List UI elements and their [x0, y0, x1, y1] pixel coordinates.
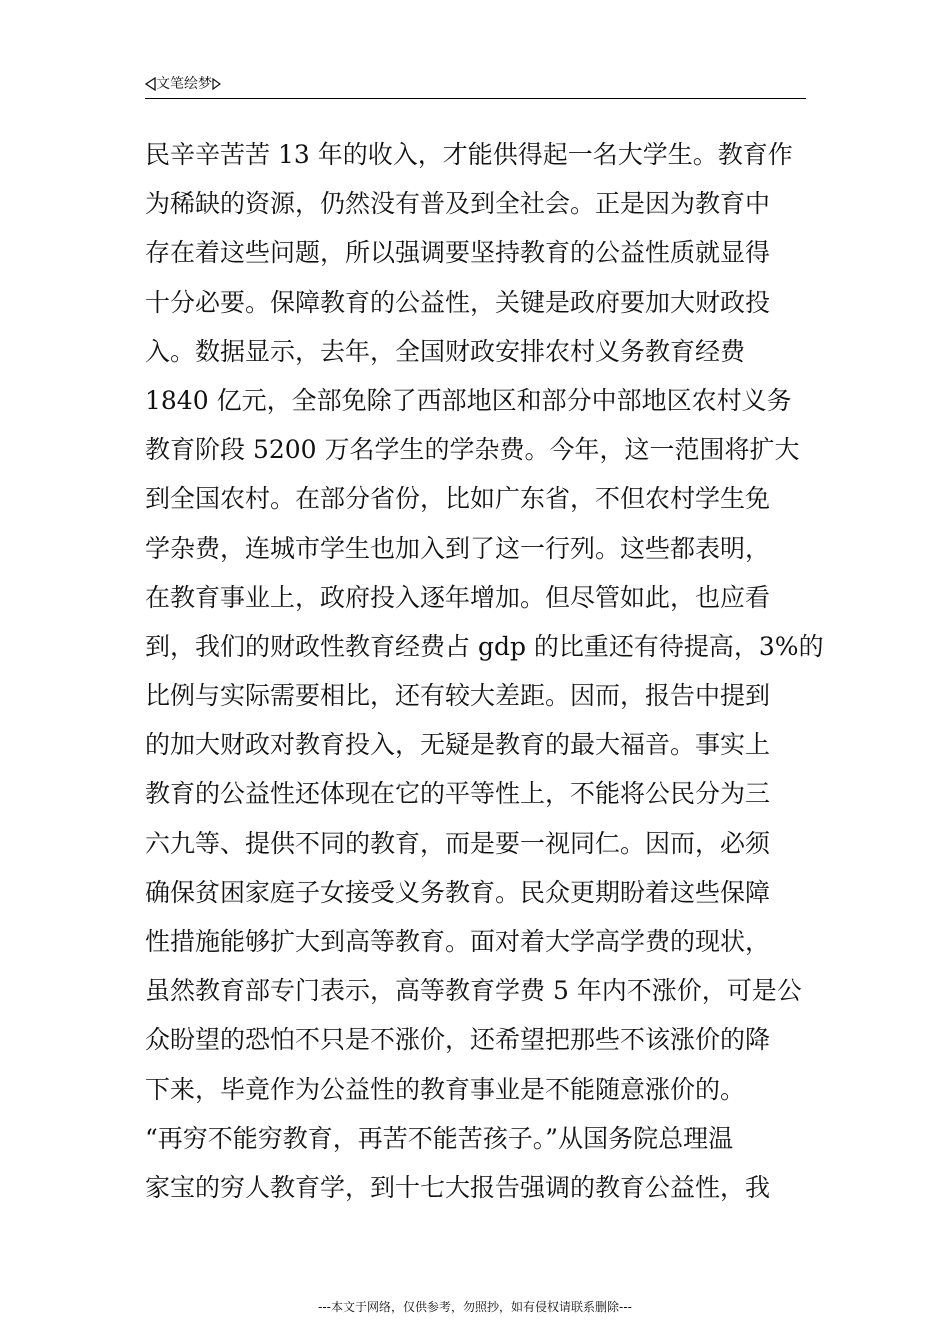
- header-title: 文笔绘梦: [156, 76, 212, 92]
- body-line: 存在着这些问题，所以强调要坚持教育的公益性质就显得: [145, 238, 771, 268]
- body-line: 性措施能够扩大到高等教育。面对着大学高学费的现状，: [145, 927, 771, 956]
- body-line: 教育的公益性还体现在它的平等性上，不能将公民分为三: [145, 779, 771, 809]
- body-line: “再穷不能穷教育，再苦不能苦孩子。”从国务院总理温: [145, 1123, 734, 1153]
- body-line: 众盼望的恐怕不只是不涨价，还希望把那些不该涨价的降: [145, 1025, 771, 1055]
- page-header: [145, 72, 806, 99]
- body-line: 比例与实际需要相比，还有较大差距。因而，报告中提到: [145, 681, 771, 711]
- left-triangle-icon: [145, 77, 156, 91]
- body-line: 到，我们的财政性教育经费占 gdp 的比重还有待提高，3%的: [145, 631, 824, 661]
- page-footer: ---本文于网络，仅供参考，勿照抄，如有侵权请联系删除---: [318, 1300, 632, 1314]
- body-line: 为稀缺的资源，仍然没有普及到全社会。正是因为教育中: [145, 189, 771, 219]
- body-line: 六九等、提供不同的教育，而是要一视同仁。因而，必须: [145, 828, 771, 858]
- body-line: 确保贫困家庭子女接受义务教育。民众更期盼着这些保障: [145, 877, 771, 907]
- body-line: 学杂费，连城市学生也加入到了这一行列。这些都表明，: [145, 533, 771, 563]
- document-body: [145, 134, 824, 1216]
- body-line: 教育阶段 5200 万名学生的学杂费。今年，这一范围将扩大: [145, 435, 800, 465]
- body-line: 民辛辛苦苦 13 年的收入，才能供得起一名大学生。教育作: [145, 140, 793, 169]
- body-line: 入。数据显示，去年，全国财政安排农村义务教育经费: [145, 336, 746, 366]
- body-line: 下来，毕竟作为公益性的教育事业是不能随意涨价的。: [145, 1074, 746, 1104]
- body-line: 的加大财政对教育投入，无疑是教育的最大福音。事实上: [145, 730, 771, 760]
- body-line: 在教育事业上，政府投入逐年增加。但尽管如此，也应看: [145, 582, 771, 612]
- header-title-group: [145, 76, 221, 92]
- body-line: 虽然教育部专门表示，高等教育学费 5 年内不涨价，可是公: [145, 976, 802, 1006]
- body-line: 十分必要。保障教育的公益性，关键是政府要加大财政投: [145, 287, 771, 317]
- right-triangle-icon: [212, 78, 221, 90]
- body-line: 到全国农村。在部分省份，比如广东省，不但农村学生免: [145, 484, 771, 514]
- body-line: 家宝的穷人教育学，到十七大报告强调的教育公益性，我: [145, 1172, 771, 1202]
- body-line: 1840 亿元，全部免除了西部地区和部分中部地区农村义务: [145, 385, 792, 415]
